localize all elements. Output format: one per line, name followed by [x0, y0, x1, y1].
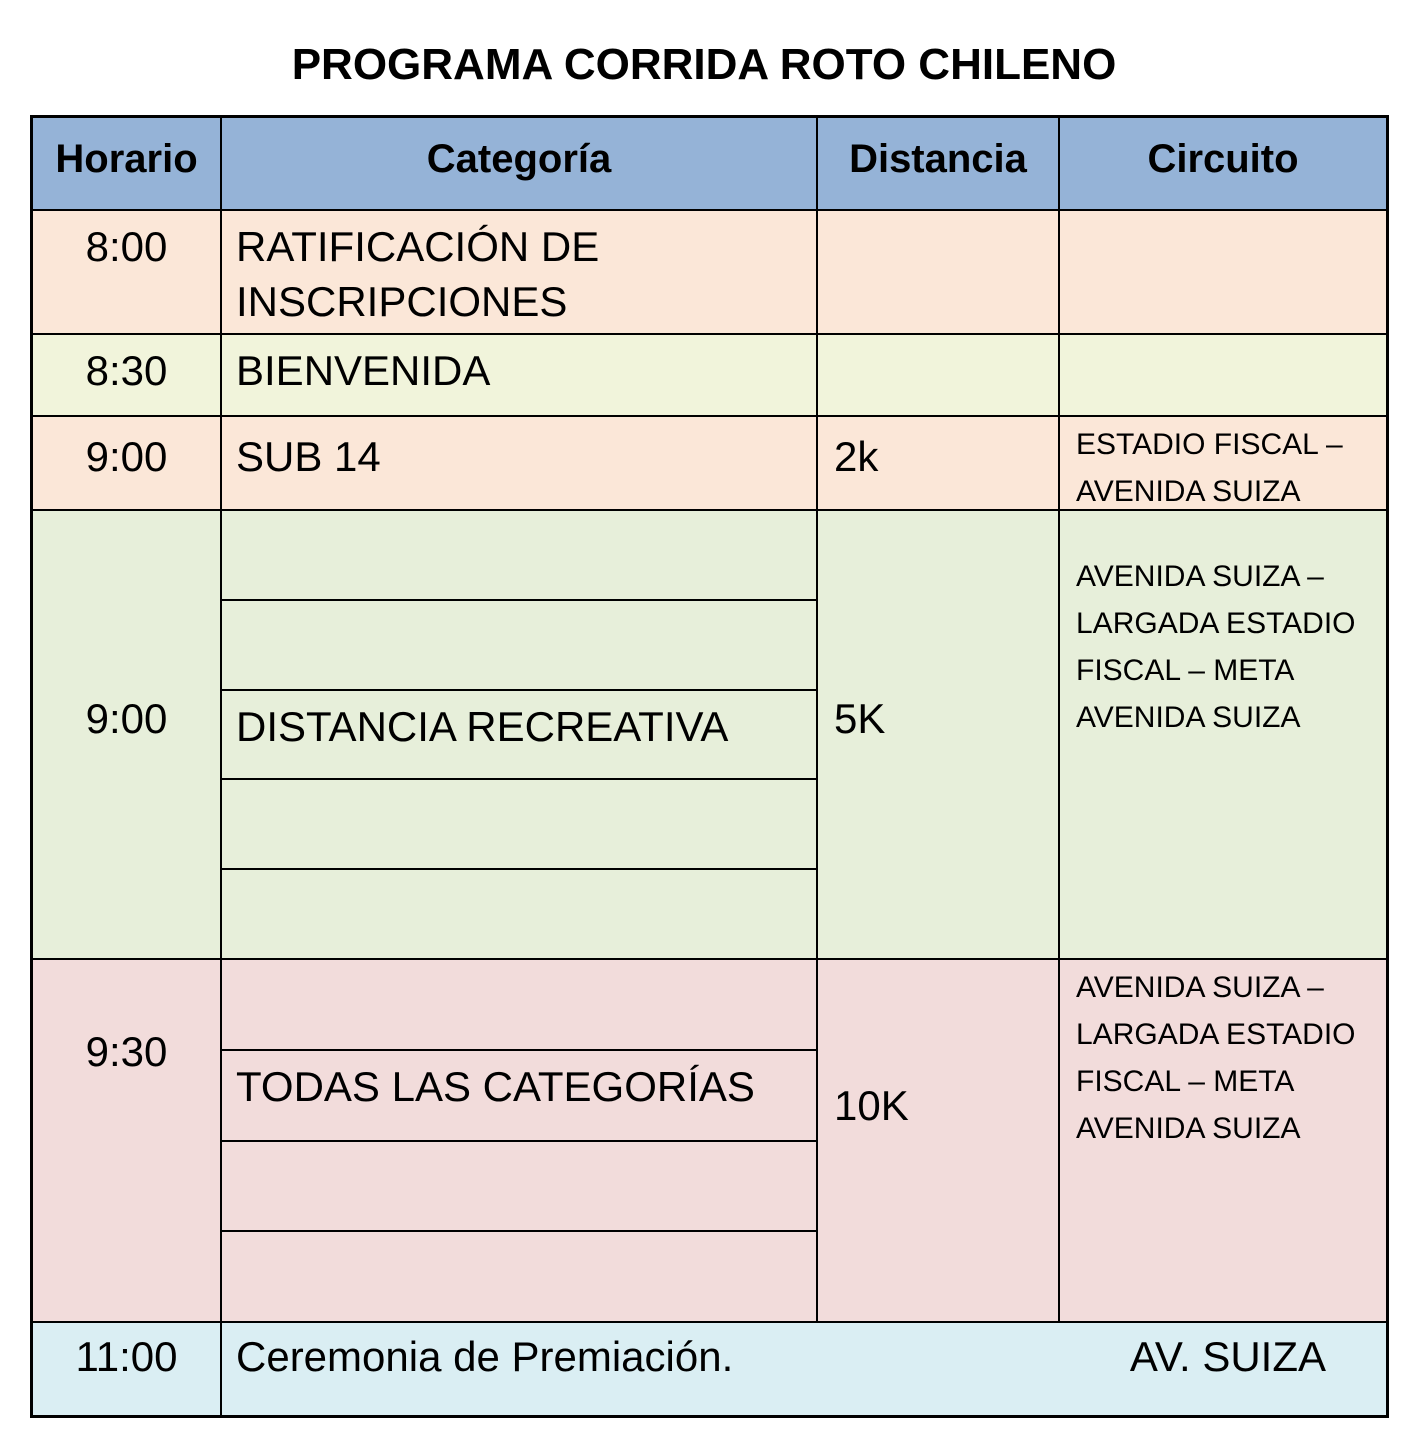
circuit-line: LARGADA ESTADIO — [1076, 1018, 1356, 1051]
header-circuito: Circuito — [1060, 118, 1386, 211]
circuit-line: AVENIDA SUIZA — [1076, 1112, 1301, 1145]
circuit-cell-estadio-fiscal — [1060, 417, 1386, 511]
circuit-line: AVENIDA SUIZA – — [1076, 560, 1324, 593]
circuit-line: AVENIDA SUIZA — [1076, 701, 1301, 734]
distance-cell-2k: 2k — [818, 417, 1060, 511]
time-cell-0830: 8:30 — [33, 335, 222, 417]
time-cell-0800: 8:00 — [33, 211, 222, 335]
circuit-line: ESTADIO FISCAL – — [1076, 428, 1343, 461]
time-cell-0900-recreativa: 9:00 — [33, 511, 222, 960]
time-cell-1100: 11:00 — [33, 1323, 222, 1415]
circuit-line: FISCAL – META — [1076, 654, 1295, 687]
category-label: DISTANCIA RECREATIVA — [236, 702, 729, 750]
category-subrow — [222, 1049, 816, 1140]
category-cell-sub14: SUB 14 — [222, 417, 818, 511]
time-cell-0900-sub14: 9:00 — [33, 417, 222, 511]
circuit-cell-avenida-suiza-10k — [1060, 960, 1386, 1323]
category-subrow — [222, 1230, 816, 1321]
circuit-line: LARGADA ESTADIO — [1076, 607, 1356, 640]
ceremony-label: Ceremonia de Premiación. — [236, 1333, 734, 1380]
category-label: TODAS LAS CATEGORÍAS — [236, 1062, 755, 1110]
category-cell-distancia-recreativa — [222, 511, 818, 960]
category-subrow — [222, 599, 816, 689]
category-subrow — [222, 689, 816, 779]
circuit-line: AVENIDA SUIZA — [1076, 475, 1301, 508]
category-cell-todas-las-categorias — [222, 960, 818, 1323]
category-cell-bienvenida: BIENVENIDA — [222, 335, 818, 417]
category-subrow — [222, 778, 816, 868]
category-cell-ratificacion — [222, 211, 818, 335]
header-categoria: Categoría — [222, 118, 818, 211]
header-distancia: Distancia — [818, 118, 1060, 211]
category-line: RATIFICACIÓN DE — [236, 223, 600, 270]
header-horario: Horario — [33, 118, 222, 211]
page-title: PROGRAMA CORRIDA ROTO CHILENO — [291, 40, 1117, 89]
category-subrow — [222, 511, 816, 599]
category-subrow — [222, 868, 816, 958]
distance-cell-5k: 5K — [818, 511, 1060, 960]
ceremony-circuit-label: AV. SUIZA — [1129, 1333, 1326, 1380]
distance-cell-empty — [818, 335, 1060, 417]
circuit-cell-avenida-suiza-5k — [1060, 511, 1386, 960]
ceremony-cell — [222, 1323, 1386, 1415]
distance-cell-10k: 10K — [818, 960, 1060, 1323]
circuit-line: FISCAL – META — [1076, 1065, 1295, 1098]
category-line: INSCRIPCIONES — [236, 278, 568, 325]
distance-cell-empty — [818, 211, 1060, 335]
circuit-cell-empty — [1060, 335, 1386, 417]
time-cell-0930: 9:30 — [33, 960, 222, 1323]
circuit-line: AVENIDA SUIZA – — [1076, 971, 1324, 1004]
circuit-cell-empty — [1060, 211, 1386, 335]
category-subrow — [222, 1140, 816, 1231]
category-subrow — [222, 960, 816, 1049]
program-table — [30, 115, 1389, 1418]
